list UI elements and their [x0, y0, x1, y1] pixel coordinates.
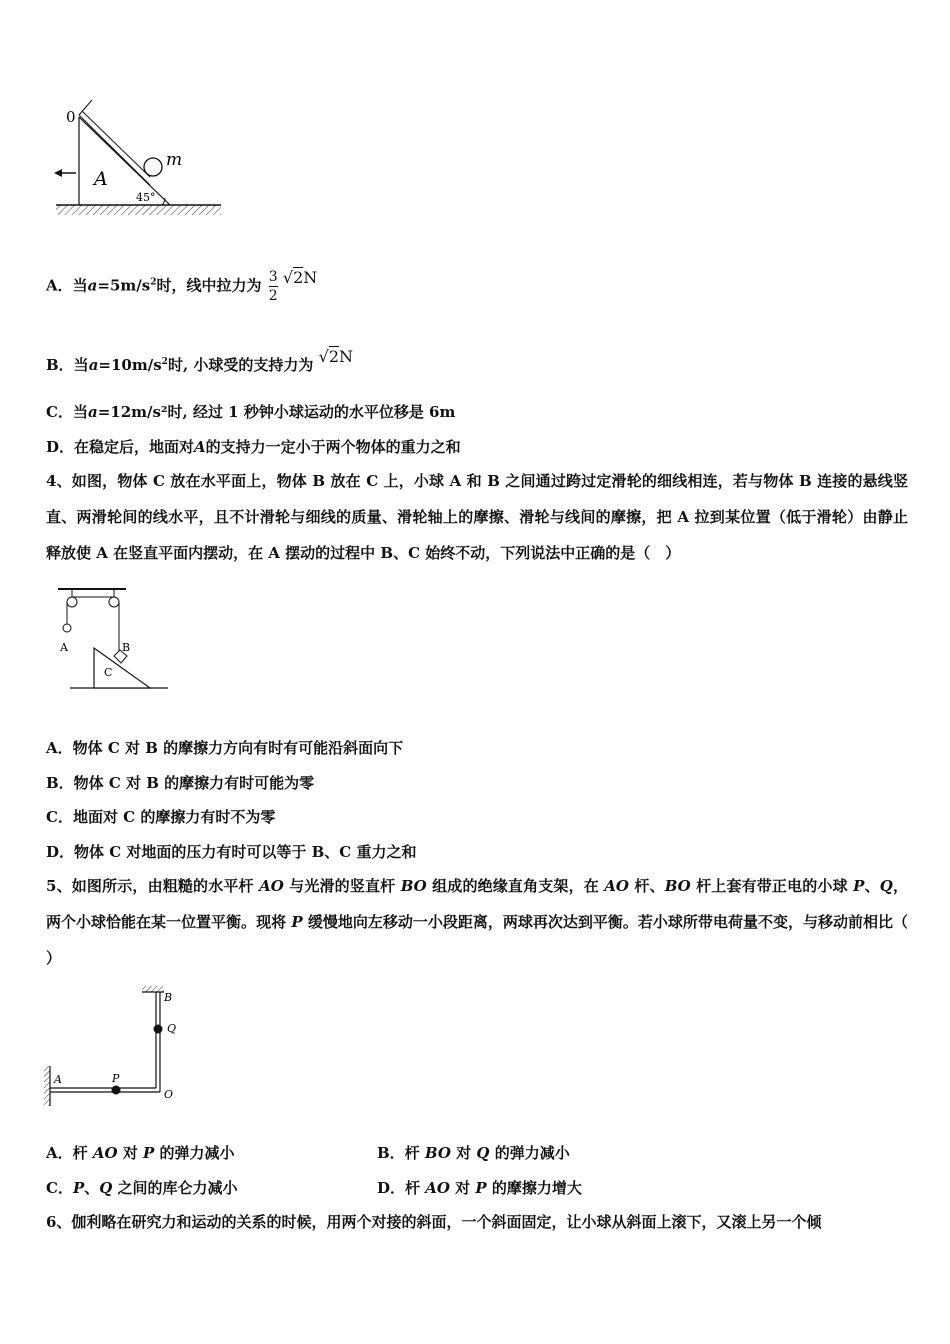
origin-label: 0	[66, 108, 76, 126]
q4-figure-svg	[56, 586, 176, 694]
pulley-left	[67, 597, 77, 607]
q3-option-d: D．在稳定后，地面对A的支持力一定小于两个物体的重力之和	[46, 438, 461, 456]
fraction: $\frac{3}{2}$	[268, 269, 278, 304]
q5-option-b: B．杆 BO 对 Q 的弹力减小	[377, 1144, 570, 1162]
ball	[144, 158, 162, 176]
ball-p	[112, 1086, 121, 1095]
q4-option-d: D．物体 C 对地面的压力有时可以等于 B、C 重力之和	[46, 843, 417, 861]
sqrt-expression: √2N	[318, 347, 354, 366]
q5-figure-svg	[40, 984, 190, 1109]
label-p: P	[112, 1072, 120, 1085]
label-b: B	[122, 641, 131, 654]
label-o: O	[164, 1088, 174, 1101]
ball-q	[154, 1025, 163, 1034]
label-q: Q	[167, 1022, 177, 1035]
q5-option-c: C．P、Q 之间的库仑力减小	[46, 1179, 238, 1197]
top-wall-hatch	[142, 986, 164, 992]
label-b: B	[164, 991, 173, 1004]
left-wall-hatch	[44, 1066, 50, 1106]
label-a: A	[54, 1073, 62, 1086]
q4-option-c: C．地面对 C 的摩擦力有时不为零	[46, 808, 276, 826]
angle-label: 45°	[136, 191, 156, 204]
q3-option-b: B．当$a=10m/s^2$时, 小球受的支持力为 √2N	[46, 347, 354, 374]
q5-figure	[40, 984, 190, 1109]
pulley-right	[109, 597, 119, 607]
q4-stem: 4、如图，物体 C 放在水平面上，物体 B 放在 C 上，小球 A 和 B 之间通过跨过定滑轮的细线相连，若与物体 B 连接的悬线竖直、两滑轮间的线水平，且不计滑轮与细线的质量、滑轮轴上的摩擦、滑轮与线间的摩擦，把 A 拉到某位置（低于滑轮）由静止释放使 A 在竖直平面内摆动，在 A 摆动的过程中 B、C 始终不动，下列说法中正确的是（ ）	[46, 472, 908, 562]
q6-stem: 6、伽利略在研究力和运动的关系的时候，用两个对接的斜面，一个斜面固定，让小球从斜面上滚下，又滚上另一个倾	[46, 1213, 822, 1231]
q4-option-b: B．物体 C 对 B 的摩擦力有时可能为零	[46, 774, 315, 792]
string-b	[82, 111, 150, 177]
mass-label: m	[166, 150, 183, 170]
ground-hatch	[56, 205, 221, 215]
string-top	[79, 100, 92, 115]
q4-option-a: A．物体 C 对 B 的摩擦力方向有时有可能沿斜面向下	[46, 739, 404, 757]
label-a: A	[60, 641, 68, 654]
q4-figure	[56, 586, 176, 694]
string-a	[79, 115, 150, 185]
arrow-head-icon	[54, 169, 62, 177]
q5-option-d: D．杆 AO 对 P 的摩擦力增大	[377, 1179, 582, 1197]
q3-figure-svg	[50, 95, 230, 230]
q3-figure	[50, 95, 230, 230]
q5-stem: 5、如图所示，由粗糙的水平杆 AO 与光滑的竖直杆 BO 组成的绝缘直角支架，在 AO 杆、BO 杆上套有带正电的小球 P、Q，两个小球恰能在某一位置平衡。现将 P 缓慢地向左移动一小段距离，两球再次达到平衡。若小球所带电荷量不变，与移动前相比（ ）	[46, 877, 908, 967]
q5-option-a: A．杆 AO 对 P 的弹力减小	[46, 1144, 235, 1162]
q3-option-a: A．当$a=5m/s^2$时，线中拉力为 $\frac{3}{2}$ √2N	[46, 267, 318, 304]
q3-option-c: C．当a=12m/s²时, 经过 1 秒钟小球运动的水平位移是 6m	[46, 403, 456, 421]
ball-a	[63, 624, 71, 632]
sqrt-expression: √2N	[282, 267, 318, 287]
label-c: C	[104, 666, 113, 679]
block-label: A	[94, 168, 108, 190]
